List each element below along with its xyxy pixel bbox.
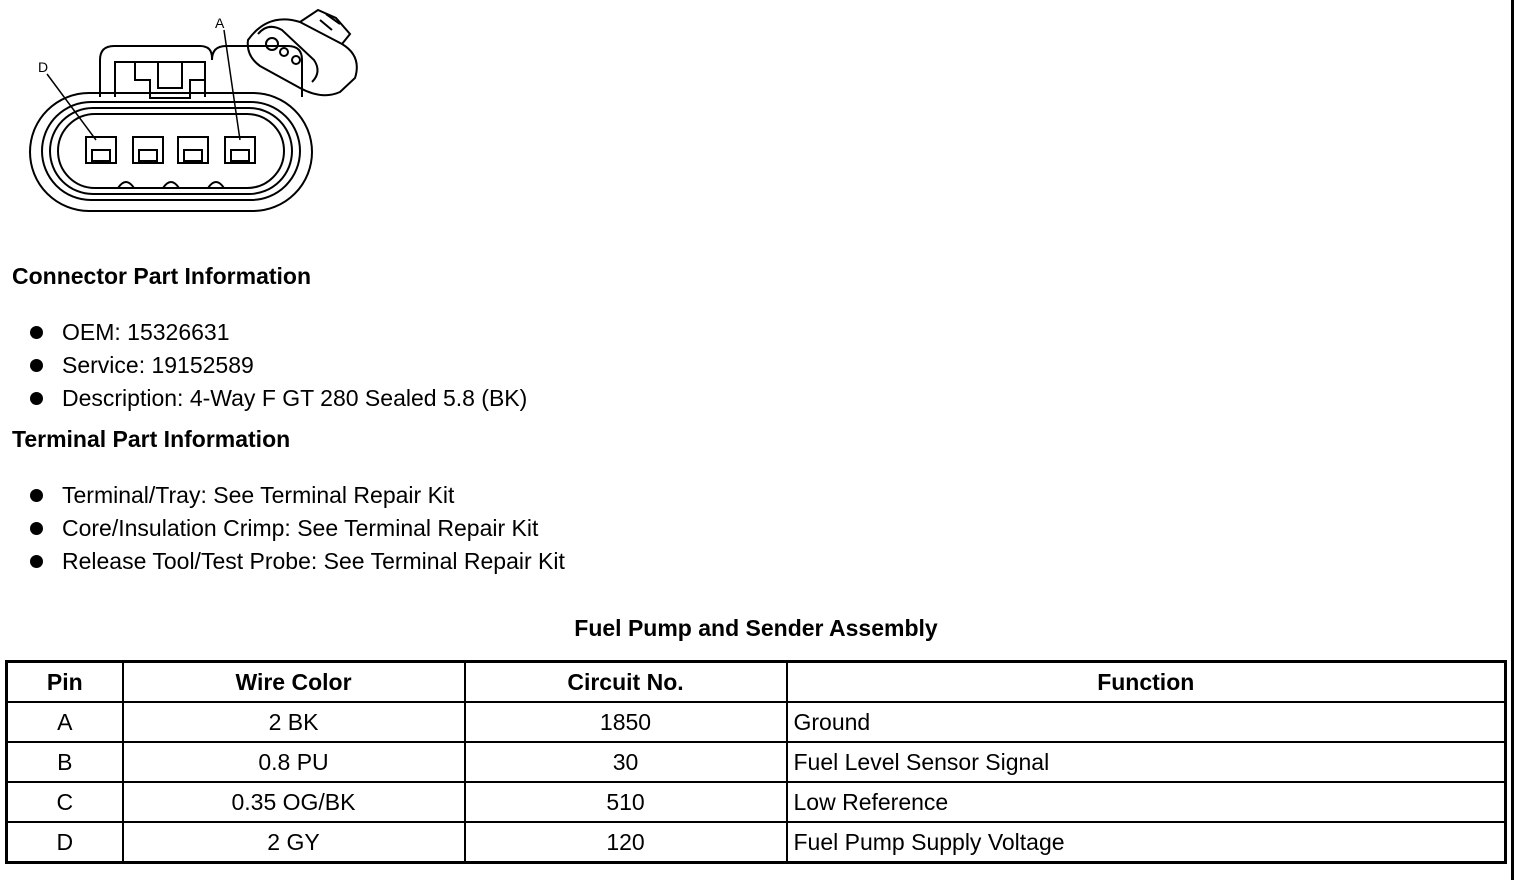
cell-pin: A	[7, 702, 123, 742]
list-item: Service: 19152589	[30, 349, 527, 382]
bullet-icon	[30, 489, 43, 502]
cell-function: Fuel Level Sensor Signal	[787, 742, 1506, 782]
connector-section-title: Connector Part Information	[12, 263, 312, 289]
list-item: OEM: 15326631	[30, 316, 527, 349]
connector-info-list	[30, 316, 527, 415]
bullet-icon	[30, 392, 43, 405]
table-caption: Fuel Pump and Sender Assembly	[574, 615, 938, 641]
cell-pin: D	[7, 822, 123, 863]
cell-wire-color: 2 BK	[123, 702, 465, 742]
header-wire-color: Wire Color	[123, 662, 465, 703]
connector-diagram	[0, 0, 380, 230]
cell-circuit-no: 510	[465, 782, 787, 822]
cell-function: Ground	[787, 702, 1506, 742]
list-item: Terminal/Tray: See Terminal Repair Kit	[30, 479, 565, 512]
table-row	[7, 702, 1506, 742]
cell-circuit-no: 120	[465, 822, 787, 863]
bullet-icon	[30, 522, 43, 535]
bullet-icon	[30, 555, 43, 568]
page-border-right	[1511, 0, 1514, 880]
table-row	[7, 742, 1506, 782]
pin-label-d: D	[38, 59, 49, 75]
cell-circuit-no: 30	[465, 742, 787, 782]
cell-pin: C	[7, 782, 123, 822]
table-row	[7, 822, 1506, 863]
terminal-section-title: Terminal Part Information	[12, 426, 291, 452]
header-pin: Pin	[7, 662, 123, 703]
cell-wire-color: 2 GY	[123, 822, 465, 863]
cell-circuit-no: 1850	[465, 702, 787, 742]
pinout-table	[5, 660, 1507, 864]
header-function: Function	[787, 662, 1506, 703]
cell-wire-color: 0.8 PU	[123, 742, 465, 782]
header-circuit-no: Circuit No.	[465, 662, 787, 703]
cell-function: Low Reference	[787, 782, 1506, 822]
pin-label-a: A	[215, 15, 225, 31]
cell-function: Fuel Pump Supply Voltage	[787, 822, 1506, 863]
cell-wire-color: 0.35 OG/BK	[123, 782, 465, 822]
bullet-icon	[30, 359, 43, 372]
bullet-icon	[30, 326, 43, 339]
table-row	[7, 782, 1506, 822]
table-header-row	[7, 662, 1506, 703]
list-item: Description: 4-Way F GT 280 Sealed 5.8 (BK)	[30, 382, 527, 415]
terminal-info-list	[30, 479, 565, 578]
list-item: Core/Insulation Crimp: See Terminal Repair Kit	[30, 512, 565, 545]
cell-pin: B	[7, 742, 123, 782]
list-item: Release Tool/Test Probe: See Terminal Repair Kit	[30, 545, 565, 578]
